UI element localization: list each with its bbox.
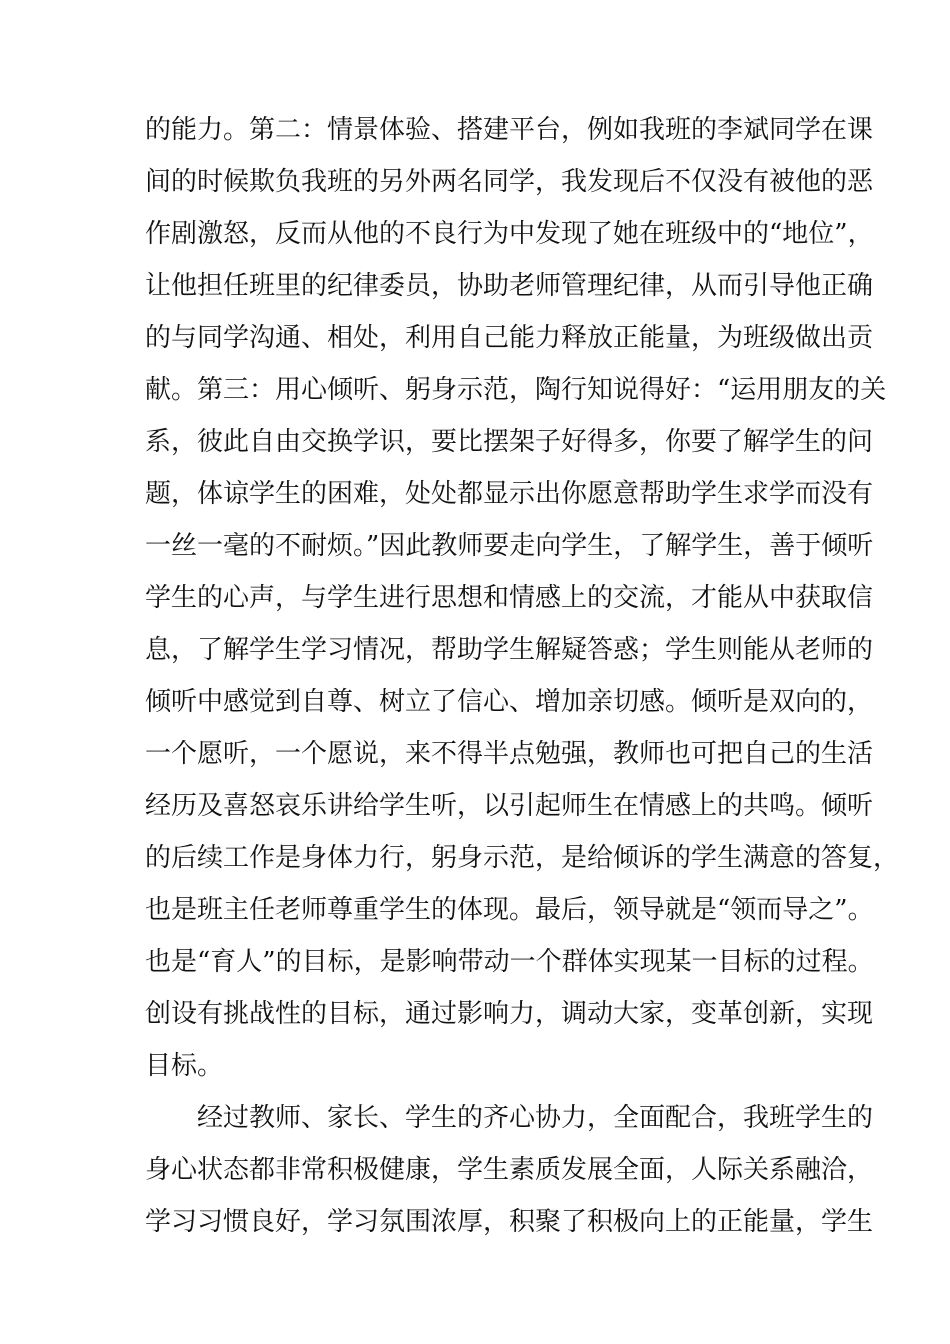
text-line: 的与同学沟通、相处，利用自己能力释放正能量，为班级做出贡	[145, 323, 874, 353]
text-line: 题，体谅学生的困难，处处都显示出你愿意帮助学生求学而没有	[145, 479, 874, 509]
text-line: 的后续工作是身体力行，躬身示范，是给倾诉的学生满意的答复，	[145, 843, 900, 873]
text-line: 经过教师、家长、学生的齐心协力，全面配合，我班学生的	[197, 1103, 874, 1133]
text-line: 倾听中感觉到自尊、树立了信心、增加亲切感。倾听是双向的，	[145, 687, 874, 717]
paragraph-1	[145, 104, 900, 1092]
text-line: 让他担任班里的纪律委员，协助老师管理纪律，从而引导他正确	[145, 271, 874, 301]
text-line: 息，了解学生学习情况，帮助学生解疑答惑；学生则能从老师的	[145, 635, 874, 665]
body-text	[145, 104, 900, 1248]
text-line: 系，彼此自由交换学识，要比摆架子好得多，你要了解学生的问	[145, 427, 874, 457]
text-line: 创设有挑战性的目标，通过影响力，调动大家，变革创新，实现	[145, 999, 874, 1029]
text-line: 一丝一毫的不耐烦。”因此教师要走向学生，了解学生，善于倾听	[145, 531, 874, 561]
text-line: 一个愿听，一个愿说，来不得半点勉强，教师也可把自己的生活	[145, 739, 874, 769]
text-line: 目标。	[145, 1051, 224, 1081]
text-line: 经历及喜怒哀乐讲给学生听，以引起师生在情感上的共鸣。倾听	[145, 791, 874, 821]
text-line: 学习习惯良好，学习氛围浓厚，积聚了积极向上的正能量，学生	[145, 1207, 874, 1237]
text-line: 也是“育人”的目标，是影响带动一个群体实现某一目标的过程。	[145, 947, 874, 977]
text-line: 学生的心声，与学生进行思想和情感上的交流，才能从中获取信	[145, 583, 874, 613]
text-line: 献。第三：用心倾听、躬身示范，陶行知说得好：“运用朋友的关	[145, 375, 887, 405]
text-line: 身心状态都非常积极健康，学生素质发展全面，人际关系融洽，	[145, 1155, 874, 1185]
text-line: 间的时候欺负我班的另外两名同学，我发现后不仅没有被他的恶	[145, 167, 874, 197]
text-line: 的能力。第二：情景体验、搭建平台，例如我班的李斌同学在课	[145, 115, 874, 145]
text-line: 也是班主任老师尊重学生的体现。最后，领导就是“领而导之”。	[145, 895, 874, 925]
text-line: 作剧激怒，反而从他的不良行为中发现了她在班级中的“地位”，	[145, 219, 874, 249]
paragraph-2	[145, 1092, 874, 1248]
